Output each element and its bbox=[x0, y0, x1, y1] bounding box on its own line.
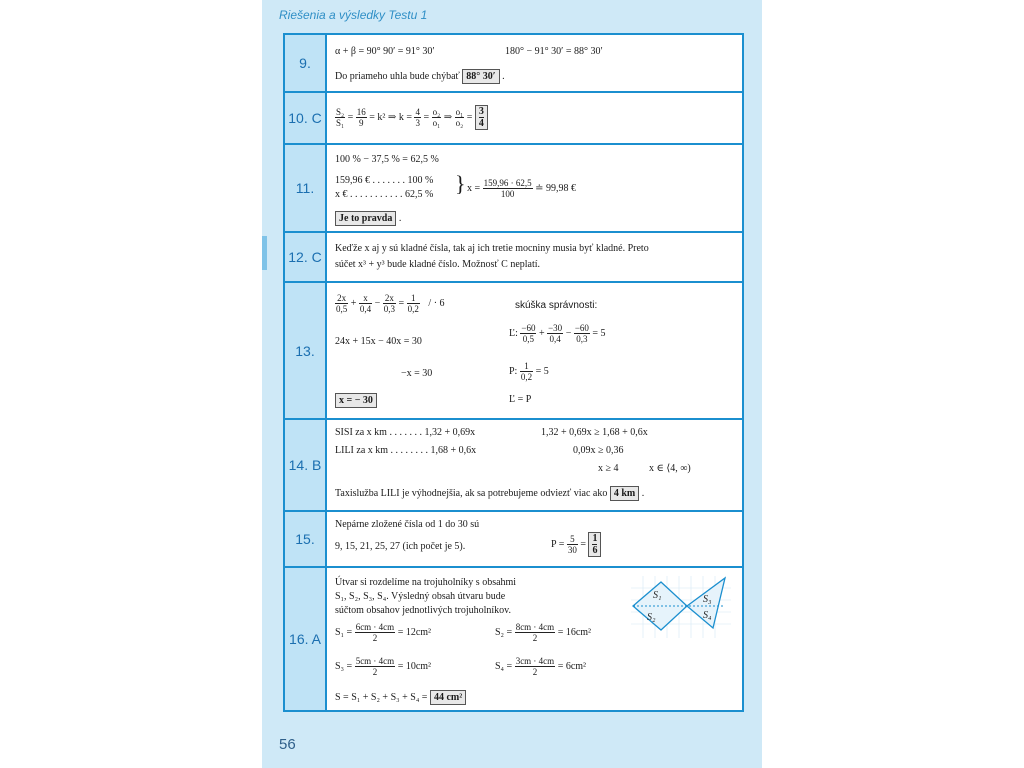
text: Taxislužba LILI je výhodnejšia, ak sa potrebujeme odviezť viac ako bbox=[335, 488, 608, 499]
side-tab-marker bbox=[262, 236, 267, 270]
solutions-table bbox=[283, 33, 744, 712]
line: LILI za x km . . . . . . . . 1,68 + 0,6x bbox=[335, 445, 477, 456]
line: 1,32 + 0,69x ≥ 1,68 + 0,6x bbox=[541, 427, 648, 438]
answer-box: Je to pravda bbox=[335, 211, 396, 226]
equation bbox=[495, 622, 591, 643]
line: Nepárne zložené čísla od 1 do 30 sú bbox=[335, 519, 480, 530]
equation bbox=[335, 622, 431, 643]
equation bbox=[509, 361, 549, 382]
row-content bbox=[327, 283, 742, 418]
solution-row-12 bbox=[285, 233, 742, 283]
solution-row-10 bbox=[285, 93, 742, 145]
fraction: $\frac{2x}{0,3}$ bbox=[383, 293, 396, 314]
line: súčtom obsahov jednotlivých trojuholníkov. bbox=[335, 605, 512, 616]
text: . bbox=[641, 488, 645, 499]
fraction: $\frac{16}{9}$ bbox=[356, 107, 366, 128]
text: S₁ = bbox=[335, 626, 353, 638]
line: 24x + 15x − 40x = 30 bbox=[335, 336, 422, 347]
solution-row-9 bbox=[285, 35, 742, 93]
row-content bbox=[327, 568, 742, 710]
row-content bbox=[327, 233, 742, 281]
fraction: $\frac{1}{0,2}$ bbox=[520, 361, 533, 382]
label-s2: S₂ bbox=[647, 612, 656, 623]
solution-row-13 bbox=[285, 283, 742, 420]
text: S = S₁ + S₂ + S₃ + S₄ = bbox=[335, 692, 428, 703]
text: − bbox=[565, 327, 572, 339]
fraction: $\frac{8cm \cdot 4cm}{2}$ bbox=[515, 622, 555, 643]
text: . bbox=[398, 213, 402, 224]
line: −x = 30 bbox=[401, 368, 433, 379]
line: 9, 15, 21, 25, 27 (ich počet je 5). bbox=[335, 541, 466, 552]
triangle-figure bbox=[631, 576, 731, 638]
fraction: $\frac{\text{o₂}}{\text{o₁}}$ bbox=[432, 107, 441, 128]
text: P = bbox=[551, 538, 565, 550]
answer-box: 4 km bbox=[610, 486, 639, 501]
fraction: $\frac{\text{S₂}}{\text{S₁}}$ bbox=[336, 107, 345, 128]
line: 100 % − 37,5 % = 62,5 % bbox=[335, 154, 439, 165]
row-number: 14. B bbox=[285, 420, 327, 510]
line: x € . . . . . . . . . . . 62,5 % bbox=[335, 189, 434, 200]
line: Keďže x aj y sú kladné čísla, tak aj ich tretie mocniny musia byť kladné. Preto bbox=[335, 243, 649, 254]
solution-row-15 bbox=[285, 512, 742, 568]
text: = bbox=[423, 111, 432, 123]
fraction: $\frac{2x}{0,5}$ bbox=[336, 293, 348, 314]
label-s1: S₁ bbox=[653, 590, 662, 601]
line: Útvar si rozdelíme na trojuholníky s obsahmi bbox=[335, 577, 517, 588]
text: = bbox=[398, 297, 405, 309]
line: súčet x³ + y³ bude kladné číslo. Možnosť C neplatí. bbox=[335, 259, 541, 270]
text: x = bbox=[467, 182, 481, 194]
check-label: skúška správnosti: bbox=[515, 300, 598, 311]
line: SISI za x km . . . . . . . 1,32 + 0,69x bbox=[335, 427, 476, 438]
row-content bbox=[327, 420, 742, 510]
answer-box: x = − 30 bbox=[335, 393, 377, 408]
text: = bbox=[580, 538, 586, 550]
equation bbox=[467, 178, 576, 199]
equation bbox=[551, 532, 601, 557]
row-number: 16. A bbox=[285, 568, 327, 710]
text: = 16cm² bbox=[557, 626, 592, 638]
fraction: $\frac{-60}{0,5}$ bbox=[521, 323, 536, 344]
text: ⇒ bbox=[443, 111, 455, 123]
equation bbox=[335, 105, 488, 130]
text: P: bbox=[509, 365, 518, 377]
text: = 12cm² bbox=[397, 626, 432, 638]
row-content bbox=[327, 93, 742, 143]
text: . bbox=[502, 71, 505, 82]
line bbox=[335, 393, 377, 408]
fraction: $\frac{x}{0,4}$ bbox=[359, 293, 372, 314]
solution-row-14 bbox=[285, 420, 742, 512]
row-content bbox=[327, 145, 742, 231]
fraction: $\frac{159,96 \cdot 62,5}{100}$ bbox=[483, 178, 532, 199]
text: Do priameho uhla bude chýbať bbox=[335, 71, 460, 82]
text: S₃ = bbox=[335, 660, 353, 672]
text: + bbox=[350, 297, 357, 309]
text: Ľ: bbox=[509, 327, 518, 339]
fraction: $\frac{4}{3}$ bbox=[415, 107, 420, 128]
fraction: $\frac{5}{30}$ bbox=[567, 534, 577, 555]
line bbox=[335, 486, 644, 501]
text: = 6cm² bbox=[557, 660, 587, 672]
line: 0,09x ≥ 0,36 bbox=[573, 445, 624, 456]
equation bbox=[335, 656, 431, 677]
row-number: 15. bbox=[285, 512, 327, 566]
equation bbox=[509, 323, 606, 344]
equation bbox=[495, 656, 586, 677]
answer-box: $\frac{1}{6}$ bbox=[588, 532, 601, 557]
fraction: $\frac{6cm \cdot 4cm}{2}$ bbox=[355, 622, 395, 643]
text: = 5 bbox=[592, 327, 606, 339]
text: ≐ 99,98 € bbox=[535, 182, 577, 194]
line bbox=[335, 690, 466, 705]
answer-box: 44 cm² bbox=[430, 690, 466, 705]
line: 159,96 € . . . . . . . 100 % bbox=[335, 175, 434, 186]
text: = bbox=[466, 111, 473, 123]
text: + bbox=[538, 327, 545, 339]
brace: } bbox=[455, 171, 466, 196]
text: = k² ⇒ k = bbox=[369, 111, 415, 123]
answer-box: 88° 30′ bbox=[462, 69, 499, 84]
label-s4: S₄ bbox=[703, 610, 712, 621]
row-number: 12. C bbox=[285, 233, 327, 281]
fraction: $\frac{-30}{0,4}$ bbox=[548, 323, 563, 344]
text: = bbox=[347, 111, 356, 123]
line bbox=[335, 69, 505, 84]
line: S₁, S₂, S₃, S₄. Výsledný obsah útvaru bude bbox=[335, 591, 506, 602]
solution-row-11 bbox=[285, 145, 742, 233]
text: S₂ = bbox=[495, 626, 513, 638]
label-s3: S₃ bbox=[703, 594, 712, 605]
line: 180° − 91° 30′ = 88° 30′ bbox=[505, 46, 603, 57]
row-number: 10. C bbox=[285, 93, 327, 143]
text: = 5 bbox=[535, 365, 549, 377]
text: S₄ = bbox=[495, 660, 513, 672]
line: Ľ = P bbox=[509, 394, 532, 405]
equation bbox=[335, 293, 445, 314]
line: x ∈ ⟨4, ∞) bbox=[649, 463, 691, 474]
answer-box: $\frac{3}{4}$ bbox=[475, 105, 488, 130]
line bbox=[335, 211, 401, 226]
row-content bbox=[327, 512, 742, 566]
solution-row-16 bbox=[285, 568, 742, 710]
fraction: $\frac{3cm \cdot 4cm}{2}$ bbox=[515, 656, 555, 677]
page-number: 56 bbox=[279, 736, 296, 753]
page-header: Riešenia a výsledky Testu 1 bbox=[279, 8, 428, 22]
row-number: 11. bbox=[285, 145, 327, 231]
fraction: $\frac{\text{o₁}}{\text{o₂}}$ bbox=[455, 107, 464, 128]
row-content bbox=[327, 35, 742, 91]
line: α + β = 90° 90′ = 91° 30′ bbox=[335, 46, 435, 57]
fraction: $\frac{-60}{0,3}$ bbox=[574, 323, 589, 344]
fraction: $\frac{5cm \cdot 4cm}{2}$ bbox=[355, 656, 395, 677]
fraction: $\frac{1}{0,2}$ bbox=[407, 293, 419, 314]
row-number: 13. bbox=[285, 283, 327, 418]
text: = 10cm² bbox=[397, 660, 432, 672]
text: / · 6 bbox=[428, 297, 445, 309]
text: − bbox=[374, 297, 381, 309]
row-number: 9. bbox=[285, 35, 327, 91]
line: x ≥ 4 bbox=[598, 463, 619, 474]
